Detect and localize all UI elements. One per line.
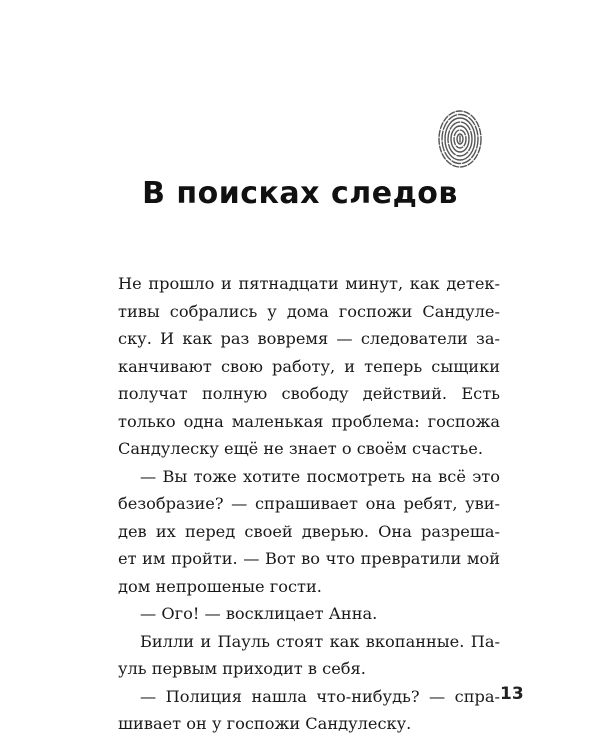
text-line: ску. И как раз вовремя — следователи за- [118, 329, 500, 348]
text-line: тивы собрались у дома госпожи Сандуле- [118, 301, 500, 321]
text-line: — Вы тоже хотите посмотреть на всё это [140, 466, 500, 486]
page-number: 13 [500, 684, 524, 704]
text-line: дом непрошеные гости. [118, 576, 322, 596]
text-line: шивает он у госпожи Сандулеску. [118, 714, 412, 733]
text-line: — Полиция нашла что-нибудь? — спра- [140, 686, 500, 706]
fingerprint-icon [436, 108, 484, 170]
text-line: Сандулеску ещё не знает о своём счастье. [118, 439, 483, 458]
text-line: безобразие? — спрашивает она ребят, уви- [118, 494, 500, 513]
text-line: дев их перед своей дверью. Она разреша- [118, 521, 500, 541]
body-text [118, 270, 500, 738]
text-line: ет им пройти. — Вот во что превратили мой [118, 549, 500, 568]
text-line: только одна маленькая проблема: госпожа [118, 411, 500, 431]
text-line: Билли и Пауль стоят как вкопанные. Па- [140, 631, 500, 651]
chapter-title: В поисках следов [142, 176, 458, 211]
text-line: уль первым приходит в себя. [118, 659, 366, 678]
text-line: — Ого! — восклицает Анна. [140, 604, 378, 623]
text-line: канчивают свою работу, и теперь сыщики [118, 356, 500, 376]
text-line: получат полную свободу действий. Есть [118, 384, 500, 403]
text-line: Не прошло и пятнадцати минут, как детек- [118, 274, 500, 293]
